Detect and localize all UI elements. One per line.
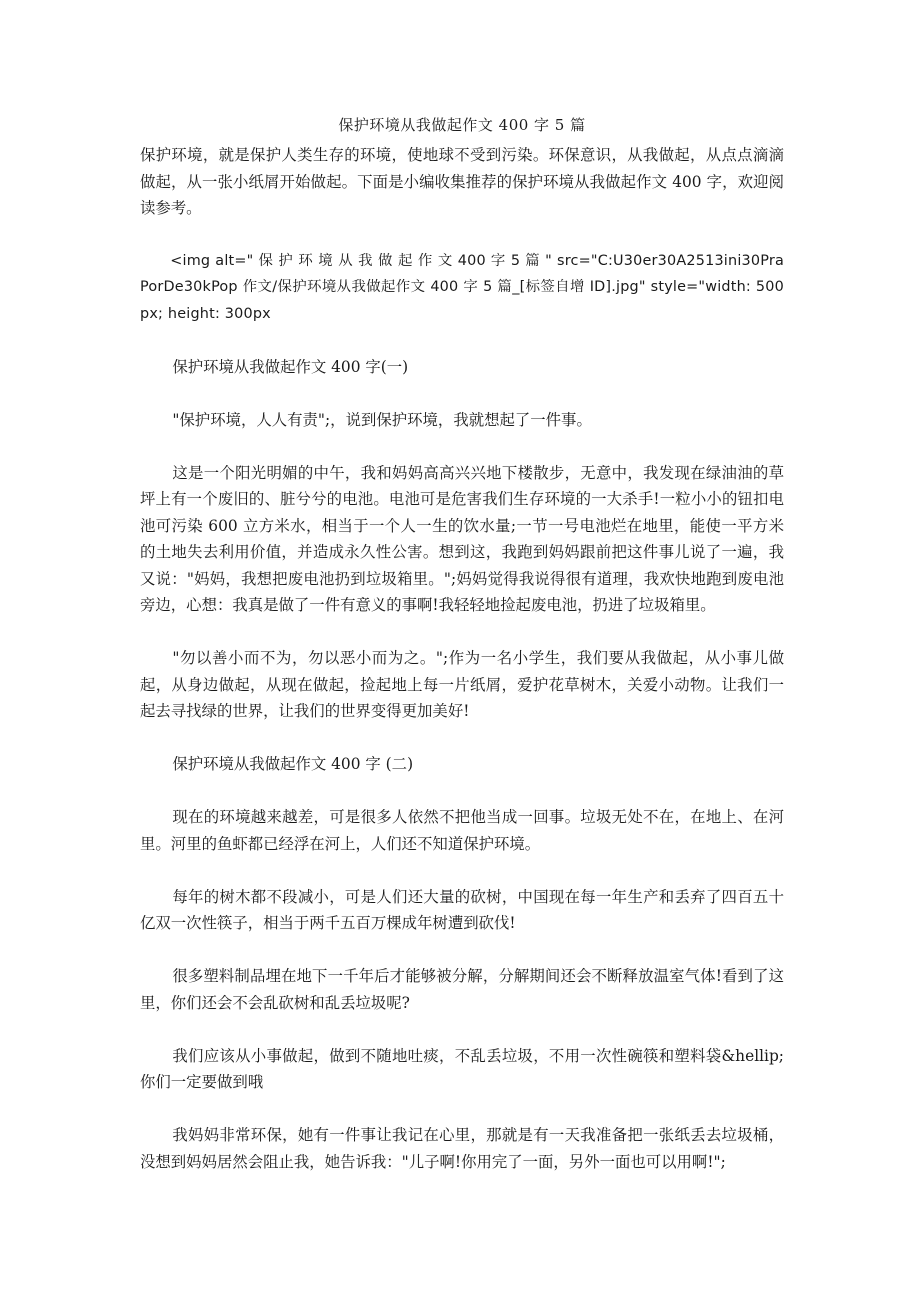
- essay-heading-1: 保护环境从我做起作文 400 字(一): [172, 357, 409, 376]
- body-paragraph: "保护环境，人人有责";，说到保护环境，我就想起了一件事。: [172, 410, 592, 429]
- body-paragraph: 现在的环境越来越差，可是很多人依然不把他当成一回事。垃圾无处不在，在地上、在河里。河里的鱼虾都已经浮在河上，人们还不知道保护环境。: [140, 808, 784, 853]
- document-title: 保护环境从我做起作文 400 字 5 篇: [338, 116, 586, 134]
- body-paragraph: "勿以善小而不为，勿以恶小而为之。";作为一名小学生，我们要从我做起，从小事儿做起，从身边做起，从现在做起，捡起地上每一片纸屑，爱护花草树木，关爱小动物。让我们一起去寻找绿的世界，让我们的世界变得更加美好!: [140, 649, 784, 720]
- body-paragraph: 每年的树木都不段减小，可是人们还大量的砍树，中国现在每一年生产和丢弃了四百五十亿双一次性筷子，相当于两千五百万棵成年树遭到砍伐!: [140, 887, 784, 932]
- image-markup-text: <img alt=" 保 护 环 境 从 我 做 起 作 文 400 字 5 篇 " src="C:U30er30A2513ini30PraPorDe30kPop 作文/保护环境从我做起作文 400 字 5 篇_[标签自增 ID].jpg" style="width: 500px; height: 300px: [140, 252, 784, 322]
- body-paragraph: 我们应该从小事做起，做到不随地吐痰，不乱丢垃圾，不用一次性碗筷和塑料袋&hellip;你们一定要做到哦: [140, 1046, 784, 1091]
- intro-paragraph: 保护环境，就是保护人类生存的环境，使地球不受到污染。环保意识，从我做起，从点点滴滴做起，从一张小纸屑开始做起。下面是小编收集推荐的保护环境从我做起作文 400 字，欢迎阅读参考。: [140, 146, 784, 217]
- body-paragraph: 这是一个阳光明媚的中午，我和妈妈高高兴兴地下楼散步，无意中，我发现在绿油油的草坪上有一个废旧的、脏兮兮的电池。电池可是危害我们生存环境的一大杀手!一粒小小的钮扣电池可污染 600 立方米水，相当于一个人一生的饮水量;一节一号电池烂在地里，能使一平方米的土地失去利用价值，并造成永久性公害。想到这，我跑到妈妈跟前把这件事儿说了一遍，我又说："妈妈，我想把废电池扔到垃圾箱里。";妈妈觉得我说得很有道理，我欢快地跑到废电池旁边，心想：我真是做了一件有意义的事啊!我轻轻地捡起废电池，扔进了垃圾箱里。: [140, 463, 784, 614]
- essay-heading-2: 保护环境从我做起作文 400 字 (二): [172, 755, 414, 773]
- document-page: [140, 112, 784, 1175]
- body-paragraph: 我妈妈非常环保，她有一件事让我记在心里，那就是有一天我准备把一张纸丢去垃圾桶，没想到妈妈居然会阻止我，她告诉我："儿子啊!你用完了一面，另外一面也可以用啊!";: [140, 1126, 784, 1171]
- body-paragraph: 很多塑料制品埋在地下一千年后才能够被分解，分解期间还会不断释放温室气体!看到了这里，你们还会不会乱砍树和乱丢垃圾呢?: [140, 967, 784, 1012]
